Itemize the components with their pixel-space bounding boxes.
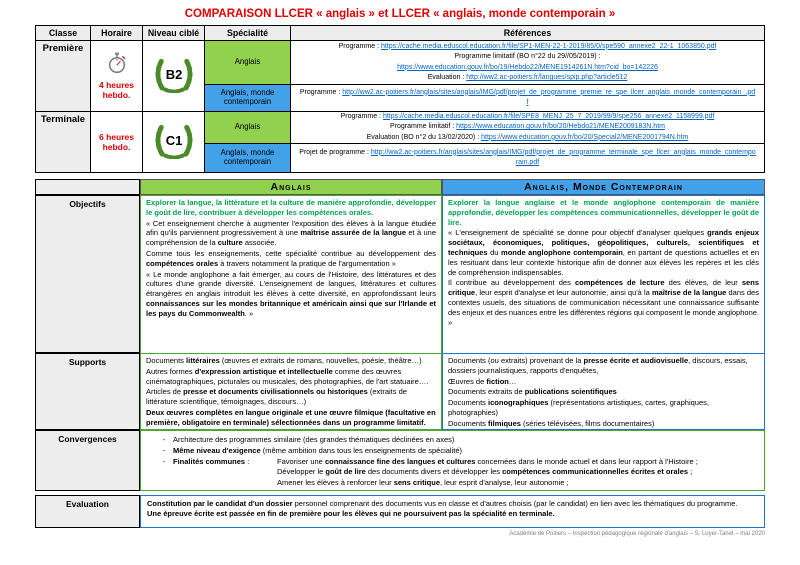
supports-anglais-cell (140, 353, 442, 430)
column-header-horaire: Horaire (91, 26, 143, 41)
text-line: Constitution par le candidat d'un dossier personnel comprenant des documents vus en classe et d'autres choisis (par le candidat) en lien avec les thématiques du programme. (147, 499, 738, 508)
text-line (277, 489, 698, 491)
supports-amc-cell (442, 353, 765, 430)
references-amc-terminale (291, 144, 764, 172)
text-line: Amener les élèves à renforcer leur sens critique, leur esprit d'analyse, leur autonomie ; (277, 478, 569, 488)
row-label-supports: Supports (35, 353, 140, 430)
text-line: Favoriser une connaissance fine des langues et cultures concernées dans le monde actuel et dans leur rapport à l'Histoire ; (277, 456, 698, 466)
comparison-table (35, 179, 765, 528)
classe-cell-terminale: Terminale (36, 112, 91, 172)
objectifs-anglais-lead: Explorer la langue, la littérature et la culture de manière approfondie, développer le goût de lire, contribuer à développer les compétences orales. (146, 198, 436, 217)
text-line: Documents filmiques (séries télévisées, films documentaires) (448, 418, 655, 428)
column-header-anglais: Anglais (140, 179, 442, 195)
finalites-list (277, 457, 698, 491)
finalites-label: - Finalités communes : (173, 456, 250, 466)
text-line: - Architecture des programmes similaire (des grandes thématiques déclinées en axes) (163, 435, 756, 445)
horaire-text-terminale: 6 heures hebdo. (99, 131, 134, 152)
text-line: - Même niveau d'exigence (même ambition dans tous les enseignements de spécialité) (163, 446, 756, 456)
reference-link[interactable]: http://ww2.ac-poitiers.fr/langues/spip.php?article512 (466, 74, 628, 81)
objectifs-amc-body (448, 228, 759, 327)
specialite-anglais-premiere: Anglais (205, 41, 291, 85)
text-line: « L'enseignement de spécialité se donne pour objectif d'analyser quelques grands enjeux sociétaux, économiques, politiques, géopolitiques, culturels, scientifiques et techniques du monde anglophone contemporain, en partant de questions actuelles et en les resituant dans leur contexte historique afin de donner aux élèves les repères et les clés de compréhension indispensables. (448, 228, 759, 277)
laurel-wreath-icon (151, 121, 197, 164)
text-line: Projet de programme : http://ww2.ac-poitiers.fr/anglais/sites/anglais/IMG/pdf/projet_de_programme_terminale_spe_llcer_anglais_monde_contemporain.pdf (299, 148, 756, 166)
column-header-anglais-monde-contemporain: Anglais, Monde Contemporain (442, 179, 765, 195)
text-line: Il contribue au développement des compétences de lecture des élèves, de leur sens critique, leur esprit d'analyse et leur autonomie, ainsi qu'à la maîtrise de la langue dans des contextes usuels, des situations de communication nécessitant une connaissance suffisante des enjeux et des nuances entre les différentes régions qui composent le monde anglophone. » (448, 278, 759, 327)
text-line: « Le monde anglophone a fait émerger, au cours de l'Histoire, des littératures et des cultures d'une grande diversité. L'enseignement de langues, littératures et cultures étrangères en anglais introduit les élèves à cette diversité, en approfondissant leurs connaissances sur les mondes britannique et américain ainsi que sur l'Irlande et les pays du Commonwealth. » (146, 269, 436, 318)
text-line: Programme limitatif : https://www.education.gouv.fr/bo/20/Hebdo21/MENE2009183N.htm (390, 123, 665, 131)
reference-link[interactable]: https://cache.media.eduscol.education.fr/file/SPE8_MENJ_25_7_2019/99/9/spe256_annexe2_1158999.pdf (382, 112, 715, 120)
reference-link[interactable]: https://www.education.gouv.fr/bo/20/Special2/MENE2001794N.htm (481, 133, 689, 141)
objectifs-amc-lead: Explorer la langue anglaise et le monde anglophone contemporain de manière approfondie, développer les compétences communicationnelles, développer le goût de lire. (448, 198, 759, 227)
row-label-convergences: Convergences (35, 430, 140, 491)
text-line: Une épreuve écrite est passée en fin de première pour les élèves qui ne poursuivent pas la spécialité en terminale. (147, 509, 555, 518)
niveau-cell-premiere (143, 41, 205, 112)
references-amc-premiere (291, 85, 764, 112)
page-title: COMPARAISON LLCER « anglais » et LLCER « anglais, monde contemporain » (184, 8, 616, 20)
laurel-wreath-icon (151, 55, 197, 98)
row-label-objectifs: Objectifs (35, 195, 140, 353)
text-line: « Cet enseignement cherche à augmenter l'exposition des élèves à la langue étudiée afin qu'ils parviennent progressivement à une maîtrise assurée de la langue et à une compréhension de la culture associée. (146, 218, 437, 248)
niveau-badge-premiere: B2 (165, 66, 182, 82)
finalites-row (163, 457, 756, 491)
document-footer: Académie de Poitiers – Inspection pédagogique régionale d'anglais – S. Luyer-Tanet – mai 2020 (509, 531, 765, 537)
convergences-cell (140, 430, 765, 491)
reference-link[interactable]: https://cache.media.eduscol.education.fr/file/SP1-MEN-22-1-2019/85/0/spe590_annexe2_22-1_1063850.pdf (380, 42, 717, 50)
text-line: Evaluation (BO n°2 du 13/02/2020) : https://www.education.gouv.fr/bo/20/Special2/MENE2001794N.htm (366, 133, 689, 141)
text-line: Programme : http://ww2.ac-poitiers.fr/anglais/sites/anglais/IMG/pdf/projet_de_programme_premie_re_spe_llcer_anglais_monde_contemporain_.pdf (299, 88, 756, 106)
schedule-table (35, 25, 765, 173)
text-line: Documents (ou extraits) provenant de la presse écrite et audiovisuelle, discours, essais, dossiers journalistiques, rapports d'enquêtes, (448, 356, 748, 375)
column-header-specialite: Spécialité (205, 26, 291, 41)
specialite-anglais-terminale: Anglais (205, 112, 291, 144)
horaire-cell-terminale (91, 112, 143, 172)
text-line: Programme : https://cache.media.eduscol.education.fr/file/SP1-MEN-22-1-2019/85/0/spe590_annexe2_22-1_1063850.pdf (338, 42, 717, 50)
specialite-amc-terminale: Anglais, monde contemporain (205, 144, 291, 172)
text-line: Développer le goût de lire des documents divers et développer les compétences communicationnelles écrites et orales ; (277, 467, 693, 477)
column-header-classe: Classe (36, 26, 91, 41)
reference-link[interactable]: https://www.education.gouv.fr/bo/19/Hebdo22/MENE1914261N.htm?cid_bo=142226 (397, 63, 658, 71)
convergences-bullets (163, 435, 756, 456)
niveau-badge-terminale: C1 (165, 132, 182, 148)
reference-link[interactable]: http://ww2.ac-poitiers.fr/anglais/sites/anglais/IMG/pdf/projet_de_programme_terminale_spe_llcer_anglais_monde_contemporain.pdf (370, 148, 756, 166)
evaluation-cell (140, 495, 765, 528)
text-line: Programme limitatif (BO n°22 du 29//05/2019) : (454, 53, 601, 60)
text-line: Autres formes d'expression artistique et intellectuelle comme des œuvres cinématographiques, picturales ou musicales, des photographies, de l'art statuaire…. (146, 366, 429, 386)
objectifs-amc-cell (442, 195, 765, 353)
text-line: Evaluation : http://ww2.ac-poitiers.fr/langues/spip.php?article512 (427, 74, 628, 81)
references-anglais-premiere (291, 41, 764, 85)
corner-cell (35, 179, 140, 195)
niveau-cell-terminale (143, 112, 205, 172)
column-header-niveau: Niveau ciblé (143, 26, 205, 41)
text-line: Comme tous les enseignements, cette spécialité contribue au développement des compétences orales à travers notamment la pratique de l'argumentation » (146, 248, 436, 268)
reference-link[interactable]: https://www.education.gouv.fr/bo/20/Hebdo21/MENE2009183N.htm (456, 123, 665, 131)
specialite-amc-premiere: Anglais, monde contemporain (205, 85, 291, 112)
classe-cell-premiere: Première (36, 41, 91, 112)
text-line: Documents extraits de publications scientifiques (448, 387, 617, 397)
horaire-cell-premiere (91, 41, 143, 112)
text-line: Documents iconographiques (représentations artistiques, cartes, graphiques, photographies) (448, 398, 709, 417)
reference-link[interactable]: http://ww2.ac-poitiers.fr/anglais/sites/anglais/IMG/pdf/projet_de_programme_premie_re_spe_llcer_anglais_monde_contemporain_.pdf (342, 88, 756, 106)
references-anglais-terminale (291, 112, 764, 144)
horaire-text-premiere: 4 heures hebdo. (99, 79, 134, 100)
objectifs-anglais-body (146, 219, 436, 319)
text-line (299, 63, 756, 74)
text-line: Articles de presse et documents civilisationnels ou historiques (extraits de littérature scientifique, témoignages, discours…) (146, 387, 407, 407)
row-label-evaluation: Evaluation (35, 495, 140, 528)
text-line: Documents littéraires (œuvres et extraits de romans, nouvelles, poésie, théâtre…) (146, 356, 422, 365)
stopwatch-icon (107, 52, 127, 79)
objectifs-anglais-cell (140, 195, 442, 353)
text-line: Deux œuvres complètes en langue originale et une œuvre filmique (facultative en première, obligatoire en terminale) sélectionnées dans un programme limitatif. (146, 407, 436, 427)
text-line: Œuvres de fiction… (448, 376, 517, 386)
column-header-references: Références (291, 26, 764, 41)
text-line: Programme : https://cache.media.eduscol.education.fr/file/SPE8_MENJ_25_7_2019/99/9/spe256_annexe2_1158999.pdf (340, 112, 715, 120)
